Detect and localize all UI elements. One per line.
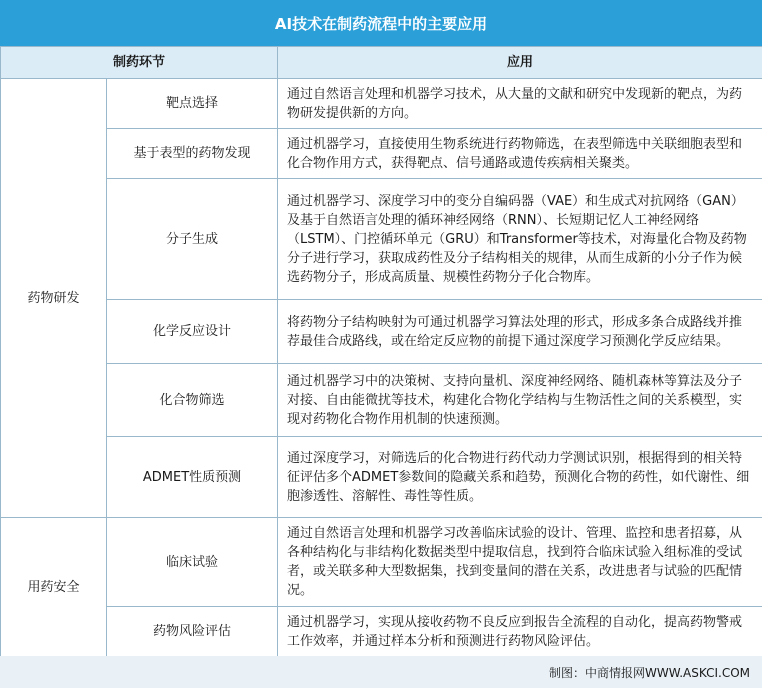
- table-row: [1, 437, 762, 518]
- table-header-row: [1, 47, 762, 79]
- application-cell: 通过自然语言处理和机器学习技术，从大量的文献和研究中发现新的靶点，为药物研发提供新的方向。: [278, 79, 762, 129]
- table-row: [1, 607, 762, 657]
- stage-cell: 基于表型的药物发现: [107, 129, 278, 179]
- source-credit: 制图：中商情报网WWW.ASKCI.COM: [549, 665, 750, 680]
- application-cell: 通过自然语言处理和机器学习改善临床试验的设计、管理、监控和患者招募，从各种结构化与非结构化数据类型中提取信息，找到符合临床试验入组标准的受试者，或关联多种大型数据集，找到变量间的潜在关系，改进患者与试验的匹配情况。: [278, 518, 762, 607]
- stage-cell: 化学反应设计: [107, 300, 278, 364]
- stage-cell: ADMET性质预测: [107, 437, 278, 518]
- application-cell: 通过深度学习，对筛选后的化合物进行药代动力学测试识别，根据得到的相关特征评估多个ADMET参数间的隐藏关系和趋势，预测化合物的药性，如代谢性、细胞渗透性、溶解性、毒性等性质。: [278, 437, 762, 518]
- stage-cell: 化合物筛选: [107, 364, 278, 437]
- category-drug-rd: 药物研发: [1, 79, 107, 518]
- application-table: [0, 46, 762, 657]
- application-cell: 通过机器学习，实现从接收药物不良反应到报告全流程的自动化，提高药物警戒工作效率，并通过样本分析和预测进行药物风险评估。: [278, 607, 762, 657]
- header-application: 应用: [278, 47, 762, 79]
- category-drug-safety: 用药安全: [1, 518, 107, 657]
- header-stage: 制药环节: [1, 47, 278, 79]
- table-row: [1, 179, 762, 300]
- stage-cell: 分子生成: [107, 179, 278, 300]
- application-cell: 通过机器学习，直接使用生物系统进行药物筛选，在表型筛选中关联细胞表型和化合物作用方式，获得靶点、信号通路或遗传疾病相关聚类。: [278, 129, 762, 179]
- application-cell: 通过机器学习、深度学习中的变分自编码器（VAE）和生成式对抗网络（GAN）及基于自然语言处理的循环神经网络（RNN）、长短期记忆人工神经网络（LSTM）、门控循环单元（GRU）和Transformer等技术，对海量化合物及药物分子进行学习，获取成药性及分子结构相关的规律，从而生成新的小分子作为候选药物分子，形成高质量、规模性药物分子化合物库。: [278, 179, 762, 300]
- table-row: [1, 129, 762, 179]
- application-cell: 将药物分子结构映射为可通过机器学习算法处理的形式，形成多条合成路线并推荐最佳合成路线，或在给定反应物的前提下通过深度学习预测化学反应结果。: [278, 300, 762, 364]
- table-row: [1, 300, 762, 364]
- table-title: AI技术在制药流程中的主要应用: [0, 0, 762, 46]
- stage-cell: 靶点选择: [107, 79, 278, 129]
- table-row: [1, 364, 762, 437]
- stage-cell: 临床试验: [107, 518, 278, 607]
- application-cell: 通过机器学习中的决策树、支持向量机、深度神经网络、随机森林等算法及分子对接、自由能微扰等技术，构建化合物化学结构与生物活性之间的关系模型，实现对药物化合物作用机制的快速预测。: [278, 364, 762, 437]
- table-row: [1, 518, 762, 607]
- stage-cell: 药物风险评估: [107, 607, 278, 657]
- source-footer: [0, 656, 762, 688]
- table-row: [1, 79, 762, 129]
